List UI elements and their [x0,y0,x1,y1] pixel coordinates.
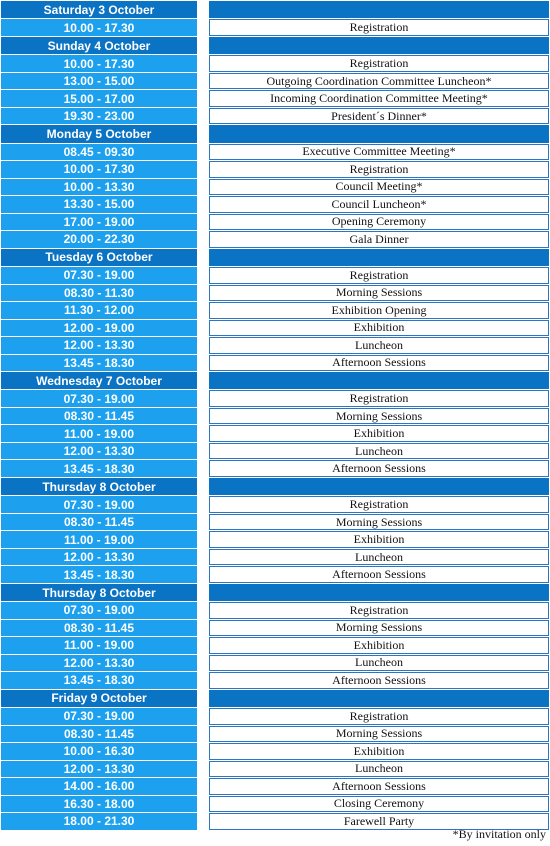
schedule-row [0,742,550,760]
schedule-row [0,777,550,795]
schedule-row [0,424,550,442]
time-cell: 16.30 - 18.00 [1,796,197,813]
schedule-row [0,354,550,372]
schedule-row [0,195,550,213]
schedule-row [0,319,550,337]
schedule-row [0,89,550,107]
schedule-row [0,619,550,637]
event-cell: Morning Sessions [209,514,549,531]
time-cell: 11.00 - 19.00 [1,425,197,442]
event-cell: Registration [209,55,549,72]
time-cell: 15.00 - 17.00 [1,90,197,107]
time-cell: 20.00 - 22.30 [1,231,197,248]
event-cell: Registration [209,161,549,178]
schedule-row [0,389,550,407]
event-cell: Afternoon Sessions [209,460,549,477]
event-cell: Council Meeting* [209,179,549,196]
event-cell: Outgoing Coordination Committee Luncheon* [209,73,549,90]
day-header-bar [209,249,549,266]
event-cell: Exhibition [209,320,549,337]
schedule-row [0,407,550,425]
time-cell: 12.00 - 13.30 [1,549,197,566]
schedule-row [0,301,550,319]
schedule-row [0,707,550,725]
time-cell: 13.45 - 18.30 [1,672,197,689]
time-cell: 12.00 - 13.30 [1,761,197,778]
day-header-bar [209,37,549,54]
schedule-row [0,636,550,654]
time-cell: 08.30 - 11.45 [1,726,197,743]
event-cell: Registration [209,390,549,407]
schedule-row [0,18,550,36]
time-cell: 12.00 - 13.30 [1,655,197,672]
day-label: Thursday 8 October [1,584,197,601]
event-cell: Registration [209,267,549,284]
event-cell: Executive Committee Meeting* [209,144,549,161]
time-cell: 08.30 - 11.45 [1,620,197,637]
event-cell: Morning Sessions [209,620,549,637]
event-cell: President´s Dinner* [209,108,549,125]
day-label: Wednesday 7 October [1,372,197,389]
time-cell: 08.30 - 11.45 [1,514,197,531]
time-cell: 18.00 - 21.30 [1,813,197,830]
schedule-row [0,442,550,460]
time-cell: 10.00 - 17.30 [1,55,197,72]
day-label: Thursday 8 October [1,478,197,495]
schedule-row [0,143,550,161]
day-label: Saturday 3 October [1,1,197,18]
event-cell: Luncheon [209,761,549,778]
day-header-bar [209,1,549,18]
event-cell: Afternoon Sessions [209,355,549,372]
time-cell: 10.00 - 16.30 [1,743,197,760]
day-header-row [0,371,550,389]
time-cell: 12.00 - 13.30 [1,337,197,354]
schedule-row [0,54,550,72]
time-cell: 08.30 - 11.30 [1,285,197,302]
footnote: *By invitation only [452,827,546,841]
event-cell: Luncheon [209,549,549,566]
day-header-row [0,248,550,266]
event-cell: Gala Dinner [209,231,549,248]
schedule-row [0,548,550,566]
day-header-bar [209,372,549,389]
schedule-row [0,178,550,196]
time-cell: 11.30 - 12.00 [1,302,197,319]
event-cell: Exhibition [209,425,549,442]
schedule-row [0,336,550,354]
time-cell: 19.30 - 23.00 [1,108,197,125]
time-cell: 11.00 - 19.00 [1,531,197,548]
time-cell: 13.45 - 18.30 [1,566,197,583]
schedule-row [0,72,550,90]
event-cell: Council Luncheon* [209,196,549,213]
time-cell: 11.00 - 19.00 [1,637,197,654]
schedule-row [0,760,550,778]
schedule-row [0,654,550,672]
event-cell: Luncheon [209,655,549,672]
event-cell: Morning Sessions [209,408,549,425]
time-cell: 12.00 - 19.00 [1,320,197,337]
schedule-row [0,795,550,813]
event-cell: Luncheon [209,443,549,460]
schedule-row [0,530,550,548]
time-cell: 07.30 - 19.00 [1,496,197,513]
time-cell: 07.30 - 19.00 [1,267,197,284]
schedule-row [0,107,550,125]
time-cell: 17.00 - 19.00 [1,214,197,231]
event-cell: Farewell Party [209,813,549,830]
event-cell: Morning Sessions [209,726,549,743]
time-cell: 13.45 - 18.30 [1,355,197,372]
schedule-row [0,213,550,231]
day-header-row [0,477,550,495]
time-cell: 14.00 - 16.00 [1,778,197,795]
day-header-row [0,124,550,142]
schedule-row [0,230,550,248]
day-label: Friday 9 October [1,690,197,707]
event-cell: Exhibition [209,637,549,654]
schedule-row [0,459,550,477]
event-cell: Registration [209,708,549,725]
schedule-row [0,266,550,284]
event-cell: Opening Ceremony [209,214,549,231]
day-header-bar [209,690,549,707]
schedule-row [0,725,550,743]
time-cell: 08.45 - 09.30 [1,144,197,161]
time-cell: 10.00 - 13.30 [1,179,197,196]
schedule-row [0,565,550,583]
time-cell: 08.30 - 11.45 [1,408,197,425]
event-cell: Closing Ceremony [209,796,549,813]
schedule-row [0,513,550,531]
day-label: Monday 5 October [1,125,197,142]
day-label: Tuesday 6 October [1,249,197,266]
time-cell: 13.45 - 18.30 [1,460,197,477]
event-cell: Exhibition [209,743,549,760]
time-cell: 13.00 - 15.00 [1,73,197,90]
time-cell: 12.00 - 13.30 [1,443,197,460]
event-cell: Registration [209,19,549,36]
time-cell: 10.00 - 17.30 [1,161,197,178]
event-cell: Exhibition [209,531,549,548]
time-cell: 07.30 - 19.00 [1,602,197,619]
time-cell: 13.30 - 15.00 [1,196,197,213]
day-header-bar [209,584,549,601]
day-header-row [0,0,550,18]
schedule-row [0,284,550,302]
schedule-row [0,160,550,178]
day-header-bar [209,478,549,495]
event-cell: Morning Sessions [209,285,549,302]
time-cell: 10.00 - 17.30 [1,19,197,36]
event-cell: Exhibition Opening [209,302,549,319]
schedule-row [0,601,550,619]
event-cell: Incoming Coordination Committee Meeting* [209,90,549,107]
schedule-row [0,495,550,513]
day-header-row [0,689,550,707]
event-cell: Afternoon Sessions [209,672,549,689]
event-cell: Luncheon [209,337,549,354]
day-header-bar [209,125,549,142]
day-header-row [0,583,550,601]
event-cell: Registration [209,496,549,513]
day-label: Sunday 4 October [1,37,197,54]
event-cell: Afternoon Sessions [209,566,549,583]
event-cell: Registration [209,602,549,619]
time-cell: 07.30 - 19.00 [1,390,197,407]
schedule-row [0,671,550,689]
day-header-row [0,36,550,54]
time-cell: 07.30 - 19.00 [1,708,197,725]
event-cell: Afternoon Sessions [209,778,549,795]
